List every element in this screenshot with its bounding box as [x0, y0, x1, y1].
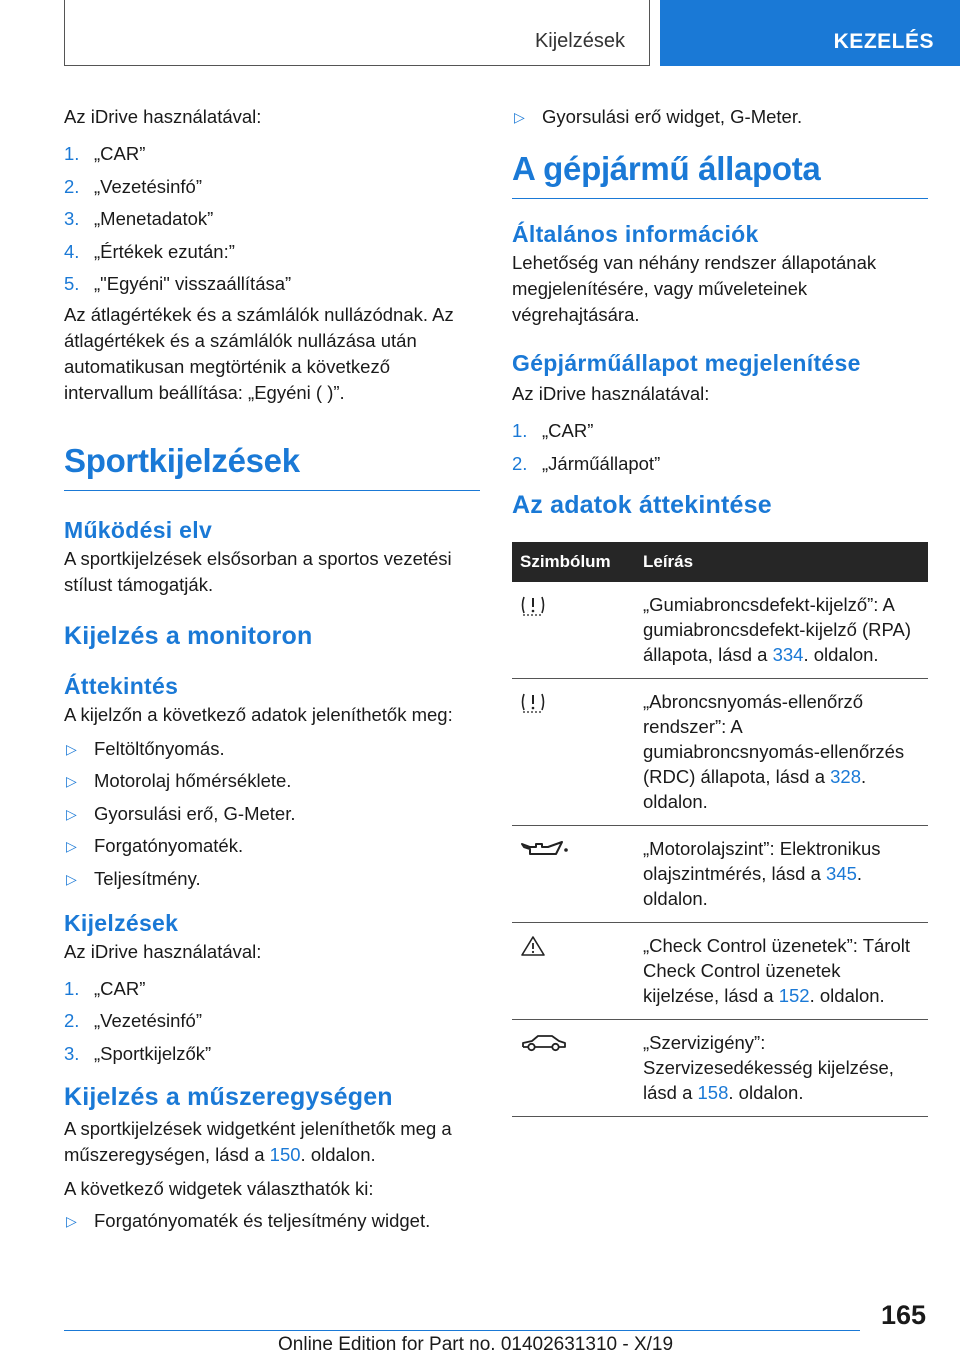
column-header-description: Leírás: [635, 542, 928, 582]
table-row: „Check Control üzenetek”: Tárolt Check Control üzenetek kijelzése, lásd a 152. oldalon.: [512, 922, 928, 1019]
heading-general: Általános információk: [512, 221, 759, 247]
widgets-list-cont: [512, 104, 928, 130]
warning-triangle-icon: [520, 935, 546, 957]
edition-note: Online Edition for Part no. 01402631310 - X/19: [278, 1334, 674, 1355]
table-row: „Motorolajszint”: Elektronikus olajszintmérés, lásd a 345. oldalon.: [512, 825, 928, 922]
reset-paragraph: Az átlagértékek és a számlálók nullázódnak. Az átlagértékek és a számlálók nullázása után automatikusan megtörténik a következő intervallum beállítása: „Egyéni ( )”.: [64, 303, 454, 403]
displays-intro: Az iDrive használatával:: [64, 940, 262, 962]
table-row: „Szervizigény”: Szervizesedékesség kijelzése, lásd a 158. oldalon.: [512, 1019, 928, 1116]
bullet-icon: ▷: [66, 805, 77, 822]
list-item: 1. „CAR”: [64, 977, 146, 999]
list-item: 5. „"Egyéni" visszaállítása”: [64, 273, 292, 294]
heading-data-overview: Az adatok áttekintése: [512, 490, 772, 519]
list-item: 2. „Vezetésinfó”: [64, 175, 202, 197]
bullet-icon: ▷: [514, 109, 525, 125]
list-item: 3. „Sportkijelzők”: [64, 1042, 212, 1064]
heading-monitor: Kijelzés a monitoron: [64, 621, 313, 650]
list-item: 2. „Vezetésinfó”: [64, 1010, 202, 1031]
heading-sport: Sportkijelzések: [64, 442, 480, 491]
car-service-icon: [520, 1032, 568, 1054]
heading-displays: Kijelzések: [64, 909, 179, 936]
heading-show-status: Gépjárműállapot megjelenítése: [512, 350, 861, 376]
chapter-tab: [660, 0, 960, 66]
page-number: 165: [880, 1300, 926, 1330]
idrive-intro: Az iDrive használatával:: [64, 106, 262, 127]
symbol-table: [512, 542, 928, 1117]
list-item: 2. „Járműállapot”: [512, 452, 661, 474]
list-item: ▷ Motorolaj hőmérséklete.: [64, 768, 480, 794]
list-item: 1. „CAR”: [64, 143, 146, 164]
page-link[interactable]: 345: [826, 862, 857, 884]
list-item: ▷ Forgatónyomaték.: [64, 833, 480, 859]
section-title: Kijelzések: [534, 30, 625, 52]
overview-list: [64, 736, 480, 892]
oil-can-icon: [520, 838, 570, 860]
heading-principle: Működési elv: [64, 516, 213, 543]
steps-list-right: [512, 418, 928, 477]
tire-pressure-icon: [520, 691, 546, 713]
bullet-icon: ▷: [66, 838, 77, 854]
list-item: ▷ Forgatónyomaték és teljesítmény widget.: [64, 1208, 480, 1234]
table-header-row: [512, 542, 928, 582]
bullet-icon: ▷: [66, 773, 77, 789]
steps-list-2: [64, 976, 480, 1067]
list-item: ▷ Feltöltőnyomás.: [64, 736, 480, 762]
table-row: „Gumiabroncsdefekt-kijelző”: A gumiabroncsdefekt-kijelző (RPA) állapota, lásd a 334. oldalon.: [512, 582, 928, 679]
idrive-intro-right: Az iDrive használatával:: [512, 383, 710, 404]
page-link[interactable]: 328: [830, 765, 862, 787]
page-link[interactable]: 334: [772, 643, 804, 665]
principle-paragraph: A sportkijelzések elsősorban a sportos vezetési stílust támogatják.: [64, 547, 452, 595]
list-item: 4. „Értékek ezután:”: [64, 240, 235, 262]
chapter-title: KEZELÉS: [833, 30, 934, 53]
cluster-paragraph: A sportkijelzések widgetként jeleníthetők meg a műszeregységen, lásd a 150. oldalon.: [64, 1117, 452, 1165]
page-link[interactable]: 150: [269, 1143, 301, 1165]
list-item: 1. „CAR”: [512, 420, 594, 441]
column-header-symbol: Szimbólum: [512, 542, 635, 582]
left-column: [64, 100, 480, 1240]
page-header: [0, 0, 960, 66]
table-row: „Abroncsnyomás-ellenőrző rendszer”: A gumiabroncsnyomás-ellenőrzés (RDC) állapota, lásd a 328. oldalon.: [512, 678, 928, 825]
list-item: ▷ Gyorsulási erő, G-Meter.: [64, 801, 480, 827]
bullet-icon: ▷: [66, 870, 77, 887]
page-link[interactable]: 158: [697, 1081, 729, 1103]
tire-warning-icon: [520, 594, 546, 616]
widgets-list: [64, 1208, 480, 1234]
bullet-icon: ▷: [66, 1212, 77, 1229]
general-paragraph: Lehetőség van néhány rendszer állapotának megjelenítésére, vagy műveleteinek végrehajtására.: [512, 252, 877, 325]
right-column: [512, 100, 928, 1117]
list-item: ▷ Gyorsulási erő widget, G-Meter.: [512, 104, 928, 130]
heading-overview: Áttekintés: [64, 672, 179, 699]
bullet-icon: ▷: [66, 740, 77, 757]
widgets-intro: A következő widgetek választhatók ki:: [64, 1177, 374, 1199]
section-tab: [64, 0, 650, 66]
list-item: 3. „Menetadatok”: [64, 208, 214, 229]
list-item: ▷ Teljesítmény.: [64, 866, 480, 892]
heading-vehicle-status: A gépjármű állapota: [512, 150, 928, 199]
steps-list: [64, 141, 480, 297]
footer-divider: [64, 1330, 860, 1331]
overview-paragraph: A kijelzőn a következő adatok jeleníthetők meg:: [64, 703, 453, 725]
heading-cluster: Kijelzés a műszeregységen: [64, 1082, 393, 1111]
page-link[interactable]: 152: [778, 984, 810, 1006]
